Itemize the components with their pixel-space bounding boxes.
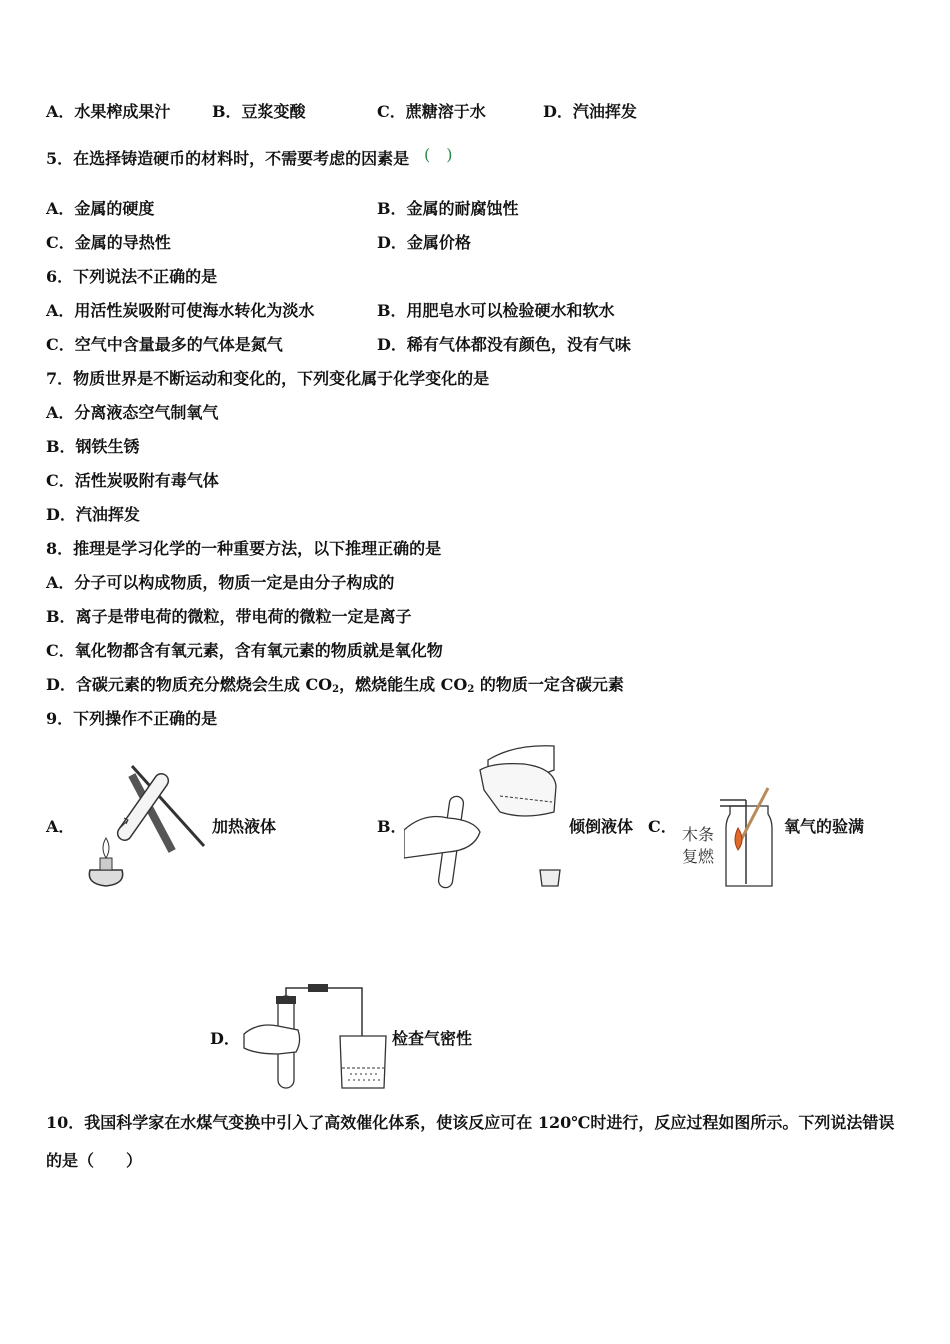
airtightness-check-figure	[238, 978, 388, 1092]
q8-d-text-2: ，燃烧能生成 CO	[339, 675, 468, 694]
hand-d	[244, 1025, 300, 1054]
q6-option-a: A．用活性炭吸附可使海水转化为淡水	[46, 301, 315, 320]
q5-option-b: B．金属的耐腐蚀性	[377, 199, 519, 218]
reagent-bottle	[480, 764, 556, 816]
oxygen-check-figure	[680, 784, 780, 890]
q8-d-text-3: 的物质一定含碳元素	[474, 675, 624, 694]
q9-option-a-caption: 加热液体	[212, 817, 277, 836]
q4-option-b: B．豆浆变酸	[212, 102, 306, 121]
lamp-flame	[103, 838, 109, 858]
lower-hand	[404, 817, 480, 859]
q8-d-sub-2: 2	[467, 684, 475, 695]
q9-option-b-letter: B．	[377, 817, 407, 836]
q5-option-d: D．金属价格	[377, 233, 471, 252]
q8-d-sub-1: 2	[332, 684, 340, 695]
q4-option-c: C．蔗糖溶于水	[377, 102, 486, 121]
pouring-liquid-figure	[404, 740, 570, 890]
q8-d-text-1: D．含碳元素的物质充分燃烧会生成 CO	[46, 675, 333, 694]
q7-option-a: A．分离液态空气制氧气	[46, 403, 219, 422]
q9-option-c-letter: C．	[648, 817, 677, 836]
rubber-joint	[308, 984, 328, 992]
q10-stem-line1: 10．我国科学家在水煤气变换中引入了高效催化体系，使该反应可在 120℃时进行，反应过程如图所示。下列说法错误	[46, 1113, 895, 1132]
heating-liquid-figure	[76, 758, 208, 890]
q8-option-a: A．分子可以构成物质，物质一定是由分子构成的	[46, 573, 395, 592]
q5-option-a: A．金属的硬度	[46, 199, 155, 218]
alcohol-lamp	[89, 870, 122, 886]
q5-stem: 5．在选择铸造硬币的材料时，不需要考虑的因素是	[46, 149, 410, 168]
q9-option-a-letter: A．	[46, 817, 75, 836]
q4-option-d: D．汽油挥发	[543, 102, 637, 121]
stopper-d	[276, 996, 296, 1004]
q9-option-d-letter: D．	[210, 1029, 240, 1048]
q7-option-b: B．钢铁生锈	[46, 437, 140, 456]
q6-option-d: D．稀有气体都没有颜色，没有气味	[377, 335, 631, 354]
q7-option-d: D．汽油挥发	[46, 505, 140, 524]
q7-option-c: C．活性炭吸附有毒气体	[46, 471, 219, 490]
q4-option-a: A．水果榨成果汁	[46, 102, 171, 121]
q6-option-b: B．用肥皂水可以检验硬水和软水	[377, 301, 615, 320]
q9-option-d-caption: 检查气密性	[392, 1029, 473, 1048]
q10-stem-line2: 的是（ ）	[46, 1151, 143, 1170]
q6-option-c: C．空气中含量最多的气体是氮气	[46, 335, 283, 354]
figure-label-furan: 复燃	[682, 847, 715, 866]
gas-jar	[726, 806, 772, 886]
q8-option-c: C．氧化物都含有氧元素，含有氧元素的物质就是氧化物	[46, 641, 443, 660]
bottle-stopper	[540, 870, 560, 886]
q9-stem: 9．下列操作不正确的是	[46, 709, 218, 728]
q8-option-d	[46, 674, 624, 701]
q5-answer-paren: ( )	[424, 145, 453, 164]
figure-label-mutiao: 木条	[682, 825, 715, 844]
q8-option-b: B．离子是带电荷的微粒，带电荷的微粒一定是离子	[46, 607, 412, 626]
q6-stem: 6．下列说法不正确的是	[46, 267, 218, 286]
q8-stem: 8．推理是学习化学的一种重要方法，以下推理正确的是	[46, 539, 442, 558]
q9-option-c-caption: 氧气的验满	[784, 817, 865, 836]
q5-option-c: C．金属的导热性	[46, 233, 171, 252]
q9-option-b-caption: 倾倒液体	[569, 817, 634, 836]
q7-stem: 7．物质世界是不断运动和变化的，下列变化属于化学变化的是	[46, 369, 490, 388]
